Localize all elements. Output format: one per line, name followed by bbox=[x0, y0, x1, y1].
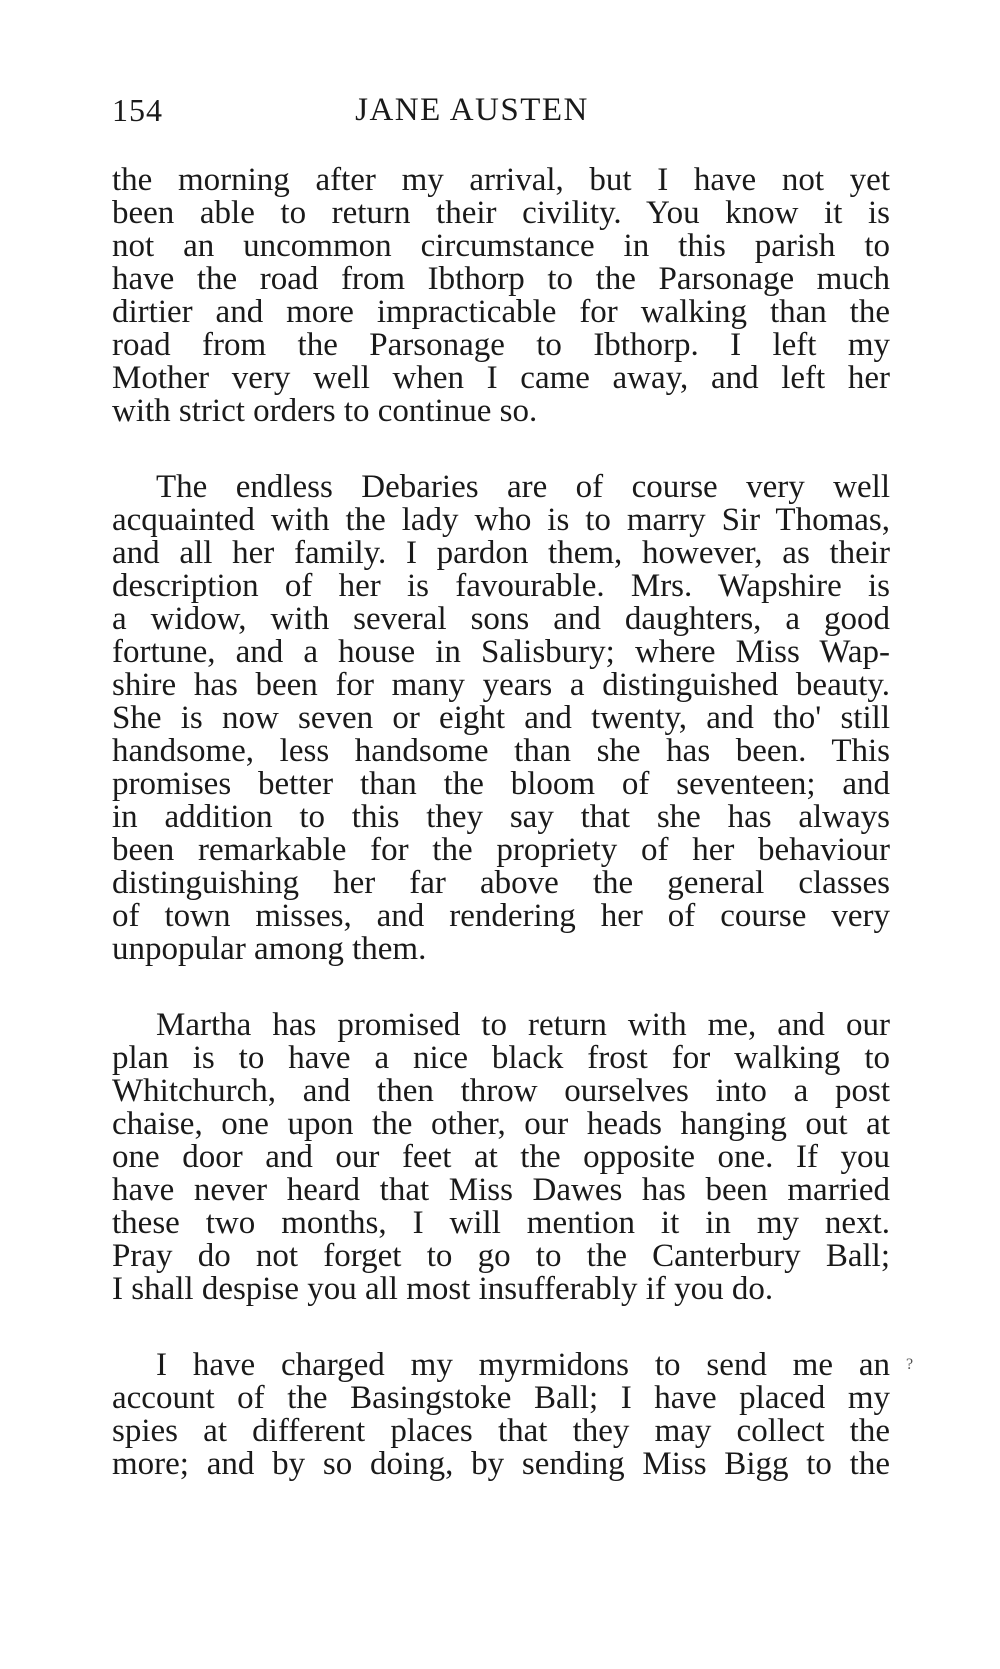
text-line: distinguishing her far above the general classes bbox=[112, 865, 890, 901]
body-text bbox=[112, 164, 890, 1481]
text-line: in addition to this they say that she has always bbox=[112, 799, 890, 835]
text-line: these two months, I will mention it in my next. bbox=[112, 1205, 890, 1241]
text-line: description of her is favourable. Mrs. Wapshire is bbox=[112, 568, 890, 604]
text-line: Mother very well when I came away, and left her bbox=[112, 360, 890, 396]
text-line: and all her family. I pardon them, however, as their bbox=[112, 535, 890, 571]
text-line: Pray do not forget to go to the Canterbury Ball; bbox=[112, 1238, 890, 1274]
text-line: unpopular among them. bbox=[112, 931, 427, 967]
text-line: have the road from Ibthorp to the Parsonage much bbox=[112, 261, 890, 297]
text-line: been remarkable for the propriety of her behaviour bbox=[112, 832, 890, 868]
text-line: I have charged my myrmidons to send me an bbox=[156, 1347, 890, 1383]
text-line: not an uncommon circumstance in this parish to bbox=[112, 228, 890, 264]
text-line: acquainted with the lady who is to marry Sir Thomas, bbox=[112, 502, 890, 538]
text-line: She is now seven or eight and twenty, and tho' still bbox=[112, 700, 890, 736]
running-title: JANE AUSTEN bbox=[355, 92, 589, 128]
text-line: The endless Debaries are of course very well bbox=[156, 469, 890, 505]
text-line: one door and our feet at the opposite one. If you bbox=[112, 1139, 890, 1175]
margin-mark: ? bbox=[906, 1356, 914, 1373]
text-line: spies at different places that they may collect the bbox=[112, 1413, 890, 1449]
paragraph-2 bbox=[112, 471, 890, 966]
text-line: shire has been for many years a distinguished beauty. bbox=[112, 667, 890, 703]
text-line: plan is to have a nice black frost for walking to bbox=[112, 1040, 890, 1076]
text-line: fortune, and a house in Salisbury; where Miss Wap- bbox=[112, 634, 890, 670]
paragraph-1 bbox=[112, 164, 890, 428]
text-line: with strict orders to continue so. bbox=[112, 393, 538, 429]
text-line: road from the Parsonage to Ibthorp. I left my bbox=[112, 327, 890, 363]
text-line: Whitchurch, and then throw ourselves into a post bbox=[112, 1073, 890, 1109]
text-line: more; and by so doing, by sending Miss Bigg to the bbox=[112, 1446, 890, 1482]
text-line: I shall despise you all most insufferably if you do. bbox=[112, 1271, 774, 1307]
text-line: handsome, less handsome than she has been. This bbox=[112, 733, 890, 769]
page-header bbox=[112, 92, 832, 142]
paragraph-3 bbox=[112, 1009, 890, 1306]
text-line: been able to return their civility. You know it is bbox=[112, 195, 890, 231]
page-number: 154 bbox=[112, 92, 163, 128]
text-line: chaise, one upon the other, our heads hanging out at bbox=[112, 1106, 890, 1142]
text-line: have never heard that Miss Dawes has been married bbox=[112, 1172, 890, 1208]
text-line: account of the Basingstoke Ball; I have placed my bbox=[112, 1380, 890, 1416]
paragraph-4 bbox=[112, 1349, 890, 1481]
text-line: Martha has promised to return with me, and our bbox=[156, 1007, 890, 1043]
text-line: of town misses, and rendering her of course very bbox=[112, 898, 890, 934]
text-line: promises better than the bloom of seventeen; and bbox=[112, 766, 890, 802]
text-line: the morning after my arrival, but I have not yet bbox=[112, 162, 890, 198]
text-line: a widow, with several sons and daughters, a good bbox=[112, 601, 890, 637]
text-line: dirtier and more impracticable for walking than the bbox=[112, 294, 890, 330]
